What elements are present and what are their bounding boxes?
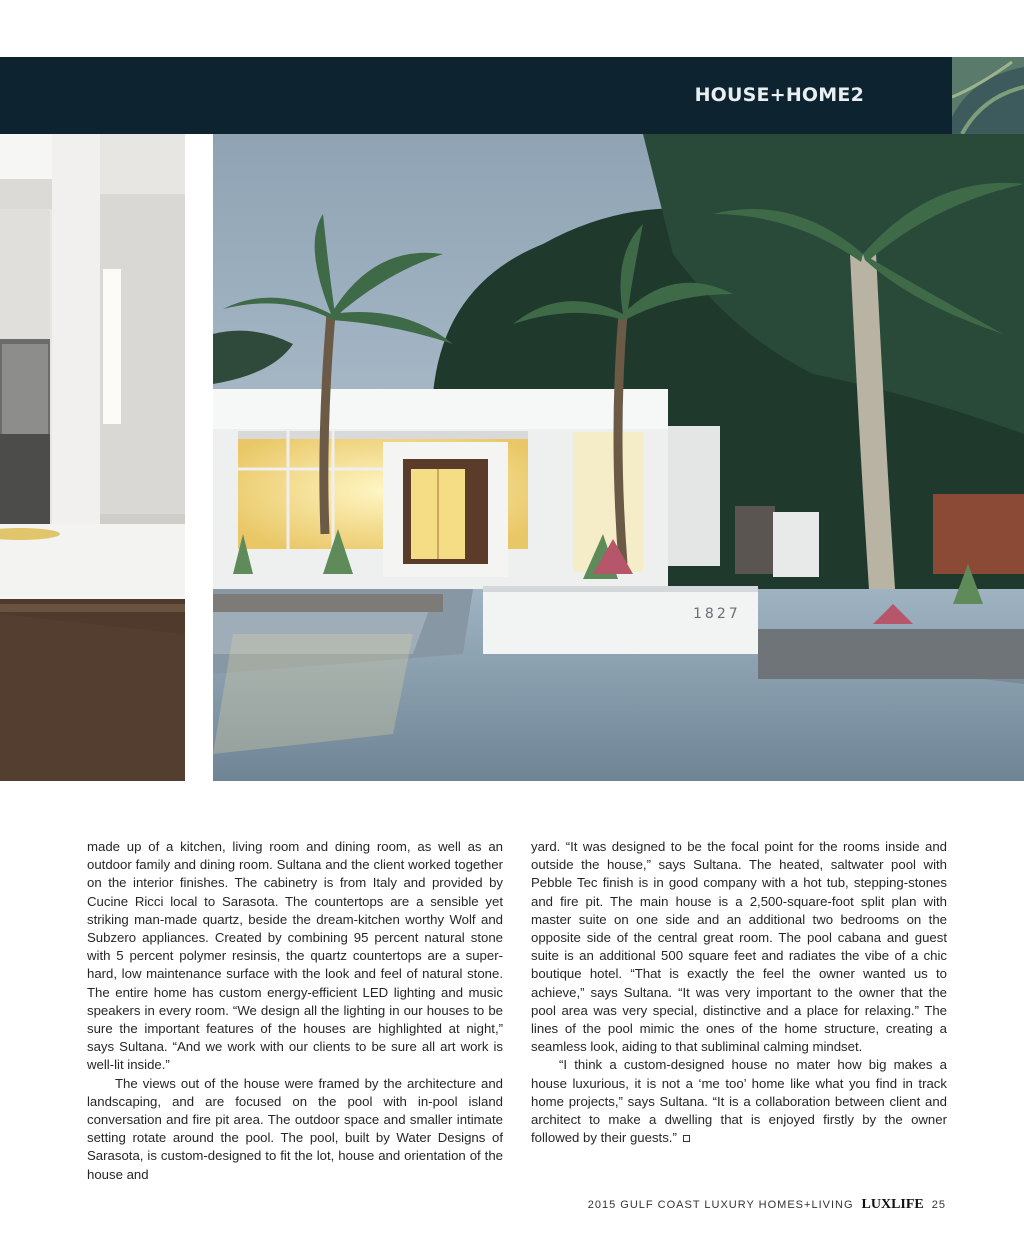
house-number: 1827 [693,606,741,622]
photo-top-right-edge [952,57,1024,134]
section-tag: HOUSE+HOME2 [694,84,864,106]
article-paragraph: The views out of the house were framed by the architecture and landscaping, and are focused on the pool with in-pool island conversation and fire pit area. The outdoor space and smaller intimate setting rotate around the pool. The pool, built by Water Designs of Sarasota, is custom-designed to fit the lot, house and orientation of the house and [87,1075,503,1182]
end-of-article-icon [683,1135,690,1142]
house-exterior-photo [213,134,1024,781]
article-paragraph-final [531,1056,947,1147]
page-number: 25 [931,1199,946,1211]
brand-logo: LUXLIFE [861,1197,924,1212]
article-paragraph-text: “I think a custom-designed house no mater how big makes a house luxurious, it is not a ‘me too’ home like what you find in track home projects,” says Sultana. “It is a collaboration between client and architect to make a dwelling that is enjoyed firstly by the owner followed by their guests.” [531,1057,947,1146]
page-footer [588,1197,946,1213]
article-paragraph: made up of a kitchen, living room and dining room, as well as an outdoor family and dining room. Sultana and the client worked together on the interior finishes. The cabinetry is from Italy and provided by Cucine Ricci local to Sarasota. The countertops are a sensible yet striking man-made quartz, beside the dream-kitchen worthy Wolf and Subzero appliances. Created by combining 95 percent natural stone with 5 percent polymer resinsis, the quartz countertops are a super-hard, low maintenance surface with the look and feel of natural stone. The entire home has custom energy-efficient LED lighting and music speakers in every room. “We design all the lighting in our houses to be sure the important features of the houses are highlighted at night,” says Sultana. “And we work with our clients to be sure all art work is well-lit inside.” [87,839,503,1073]
publication-title: 2015 GULF COAST LUXURY HOMES+LIVING [587,1199,854,1211]
article-column-right [531,838,947,1147]
kitchen-photo [0,134,185,781]
article-column-left [87,838,503,1184]
article-paragraph: yard. “It was designed to be the focal point for the rooms inside and outside the house,” says Sultana. The heated, saltwater pool with Pebble Tec finish is in good company with a hot tub, stepping-stones and fire pit. The main house is a 2,500-square-foot split plan with master suite on one side and an additional two bedrooms on the opposite side of the central great room. The pool cabana and guest suite is an additional 500 square feet and radiates the vibe of a chic boutique hotel. “That is exactly the feel the owner wanted us to achieve,” says Sultana. “It was very important to the owner that the pool area was very special, distinctive and a place for relaxing.” The lines of the pool mimic the ones of the home structure, creating a seamless look, aiding to that subliminal calming mindset. [531,839,947,1055]
